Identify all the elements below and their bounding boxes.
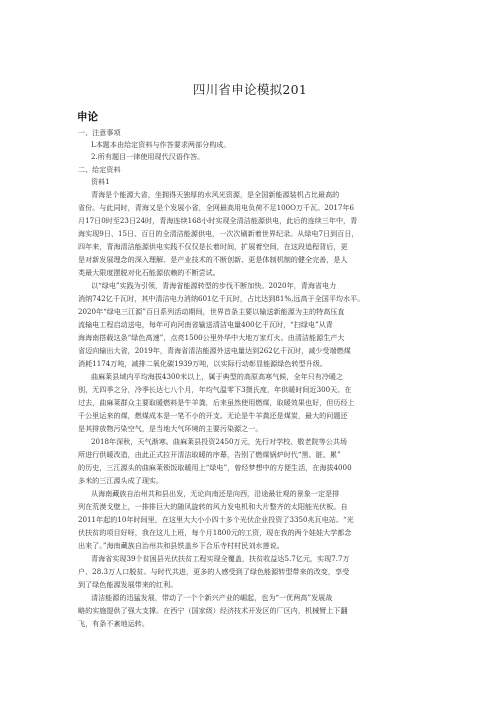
text-line: 消纳742亿千瓦时，其中清洁电力消纳601亿千瓦时，占比达到81%,远高于全国平均水平。 [78, 294, 365, 303]
text-line: 到了绿色能源发展带来的红利。 [78, 580, 178, 589]
text-line: 曲麻莱县域内平均海拔4300米以上，属于典型的高原高寒气候，全年只有冷暖之 [91, 372, 344, 381]
text-line: 出来了。”海南藏族自治州共和县铁盖乡下合乐寺村村民刘水莲说。 [78, 541, 284, 550]
text-line: 飞，有条不紊地运转。 [78, 619, 149, 628]
text-line: 从海南藏族自治州共和县出发，无论向南还是向西，沿途最壮观的景象一定是排 [91, 489, 340, 498]
text-line: 四年来，青海清洁能源供电实践不仅仅是长着时间，扩展着空间，在这段追程背后，更 [78, 242, 348, 251]
text-line: 二、给定资料 [78, 165, 121, 174]
text-line: 以“绿电”实践为引领，青海省能源转型的步伐不断加快。2020年，青海省电力 [91, 281, 337, 290]
text-line: 户、28.3万人口脱贫。与时代共进，更多的人感受到了绿色能源转型带来的改变，享受 [78, 567, 350, 576]
text-line: 多米的三江源头成了现实。 [78, 476, 164, 485]
text-line: 列在荒漠戈壁上，一排排巨大的随风旋转的风力发电机和大片整齐的太阳能光伏板。自 [78, 502, 348, 511]
text-line: 消耗1174万吨，减排二氧化碳1939万吨，以实际行动彰显能源绿色转型升级。 [78, 359, 327, 368]
text-line: 月17日0时至23日24时，青海连续168小时实现全清洁能源供电，此后的连续三年中，青 [78, 216, 358, 225]
text-line: 2011年起的10年时间里，在这里大大小小四十多个光伏企业投资了3350兆瓦电站。“光 [78, 515, 354, 524]
text-line: 所进行供暖改造，由此正式拉开清洁取暖的序幕，告别了燃煤锅炉时代“黑、脏、累” [78, 450, 341, 459]
text-line: 青海省实现39个贫困县光伏扶贫工程实现全覆盖，扶贫收益达5.7亿元，实现7.7万 [91, 554, 350, 563]
text-line: 的历史，三江源头的曲麻莱锁饭取暖用上“绿电”，曾经梦想中的方便生活，在海拔4000 [78, 463, 352, 472]
text-line: 省份。与此同时，青海又是个发展小省，全网最高用电负荷不足100O万千瓦。2017年6 [78, 203, 355, 212]
text-line: 2020年“绿电三江源”百日系列活动期间，世界首条主要以输送新能源为主的特高压直 [78, 307, 345, 316]
document-title: 四川省申论模拟201 [192, 82, 308, 97]
text-line: 类最大限度摆脱对化石能源依赖的不断尝试。 [78, 268, 220, 277]
text-line: 千公里运来的煤，燃煤成本是一笔不小的开支。无论是牛羊粪还是煤炭，最大的问题还 [78, 411, 348, 420]
text-line: L本题本由给定资料与作答要求两部分构成。 [91, 140, 231, 149]
text-line: 省迈向输出大省，2019年，青海省清洁能源外送电量达到262亿千瓦时，减少受端燃煤 [78, 346, 351, 355]
text-line: 伏扶贫的项目好呀，我在这儿上班，每个月1800元的工资，现在我的两个娃娃大学都念 [78, 528, 352, 537]
text-line: 略的实施提供了强大支撑。在西宁（国家级）经济技术开发区的厂区内，机械臂上下翻 [78, 606, 348, 615]
text-line: 2018年深秋，天气渐寒。曲麻莱县投资2450万元，先行对学校、敬老院等公共场 [91, 437, 348, 446]
text-line: 青海是个能源大省，坐拥得天独厚的水风光资源，是全国新能源装机占比最高的 [91, 190, 340, 199]
text-line: 过去，曲麻莱群众主要取暖燃料是牛羊粪，后来虽然使用燃煤，取暖效果也好，但历经上 [78, 398, 355, 407]
text-line: 流输电工程启动送电，每年可向河南省输送清洁电量400亿千瓦时，“扫绿电”从青 [78, 320, 333, 329]
text-line: 资料1 [91, 177, 110, 186]
text-line: 2.所有题目一律使用现代汉语作答。 [91, 152, 205, 161]
text-line: 海实现9日、15日、百日的全清洁能源供电，一次次刷新着世界纪录。从绿电7日到百日， [78, 229, 359, 238]
text-line: 海海南搭载这条“绿色高速”，点亮1500公里外华中大地万家灯火。由清洁能源生产大 [78, 333, 345, 342]
text-line: 是其排放物污染空气，是当地大气环境的主要污染源之一。 [78, 424, 263, 433]
section-heading: 申论 [77, 111, 98, 123]
text-line: 清洁能源的迅猛发展，带动了一个个新兴产业的崛起，也为“一优两高”发展战 [91, 593, 333, 602]
text-line: 是对新发展理念的深入理解、是产业技术的不断创新、更是体制机制的健全完善，是人 [78, 255, 348, 264]
text-line: 一、注意事项 [78, 128, 121, 137]
text-line: 别，无四季之分，冷季长达七八个月，年均气温零下3摄氏度，年供暖时间近300天。在 [78, 385, 352, 394]
